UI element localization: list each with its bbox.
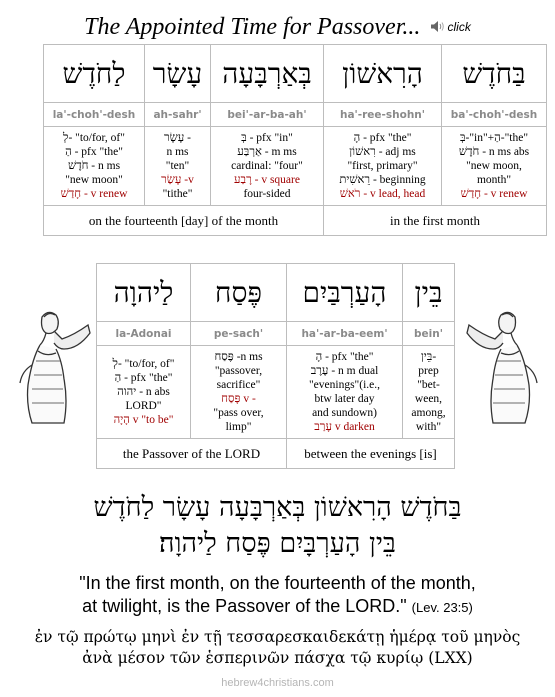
speaker-icon (431, 21, 445, 32)
grammar-line: רֵאשִׁית - beginning (339, 174, 426, 186)
translit-row (97, 322, 455, 346)
verse-english-line: "In the first month, on the fourteenth of the month, (79, 573, 476, 593)
grammar-line: חָדַשׁ - v renew (60, 188, 128, 200)
grammar-line: הַ - pfx "the" (114, 372, 173, 384)
verse-hebrew-line: בֵּין הָעַרְבָּיִם פֶּסַח לַיהוָה׃ (159, 528, 396, 559)
grammar-line: בְּ-"in"+הַ-"the" (459, 132, 529, 144)
grammar-cell (403, 346, 455, 439)
grammar-line: פֶּסַח -n ms (214, 351, 263, 363)
shofar-blower-icon (2, 305, 92, 425)
grammar-row (44, 127, 547, 206)
page-title: The Appointed Time for Passover... (84, 14, 421, 40)
grammar-line: הָ - pfx "the" (353, 132, 412, 144)
grammar-line: btw later day (314, 393, 375, 405)
transliteration: bei'-ar-ba-ah' (211, 103, 324, 127)
grammar-line: LORD" (125, 400, 162, 412)
grammar-line: חָדַשׁ - v renew (460, 188, 528, 200)
verse-greek-line: ἀνὰ μέσον τῶν ἑσπερινῶν πάσχα τῷ κυρίῳ (LXX) (82, 649, 473, 667)
transliteration: la-Adonai (97, 322, 191, 346)
grammar-line: הָ - pfx "the" (315, 351, 374, 363)
word-table-2 (96, 263, 455, 469)
audio-label: click (447, 20, 471, 34)
grammar-line: prep (418, 365, 439, 377)
grammar-line: אַרְבַּע - m ms (237, 146, 297, 158)
grammar-line: "evenings"(i.e., (308, 379, 381, 391)
grammar-line: חֹדֶשׁ - n ms (67, 160, 121, 172)
hebrew-row (44, 45, 547, 103)
grammar-cell (191, 346, 287, 439)
grammar-line: הַ - pfx "the" (65, 146, 123, 158)
grammar-line: sacrifice" (216, 379, 261, 391)
grammar-cell (324, 127, 442, 206)
verse-greek-line: ἐν τῷ πρώτῳ μηνὶ ἐν τῇ τεσσαρεσκαιδεκάτῃ ἡμέρᾳ τοῦ μηνὸς (34, 628, 521, 646)
translation-cell: on the fourteenth [day] of the month (44, 206, 324, 236)
grammar-line: with" (415, 421, 442, 433)
grammar-line: month" (476, 174, 512, 186)
grammar-line: עֶרֶב - n m dual (310, 365, 379, 377)
transliteration: ha'-ar-ba-eem' (287, 322, 403, 346)
audio-button[interactable] (431, 20, 470, 34)
grammar-cell (145, 127, 211, 206)
hebrew-word: הָרִאשׁוֹן (324, 45, 442, 103)
translation-cell: between the evenings [is] (287, 439, 455, 469)
grammar-cell (442, 127, 547, 206)
grammar-line: four-sided (243, 188, 291, 200)
grammar-line: cardinal: "four" (231, 160, 303, 172)
grammar-line: "bet- (417, 379, 440, 391)
hebrew-word: הָעַרְבַּיִם (287, 264, 403, 322)
grammar-line: חֹדֶשׁ - n ms abs (458, 146, 530, 158)
hebrew-word: לַחֹדֶשׁ (44, 45, 145, 103)
transliteration: la'-choh'-desh (44, 103, 145, 127)
verse-reference: (Lev. 23:5) (411, 600, 473, 615)
transliteration: bein' (403, 322, 455, 346)
grammar-line: "tithe" (162, 188, 193, 200)
grammar-line: "passover, (214, 365, 263, 377)
grammar-line: "pass over, (213, 407, 264, 419)
translation-row (97, 439, 455, 469)
grammar-line: "first, primary" (347, 160, 418, 172)
grammar-cell (287, 346, 403, 439)
grammar-line: ween, (414, 393, 443, 405)
title-row (0, 14, 555, 41)
grammar-line: עָשָׂר - (163, 132, 192, 144)
grammar-line: פָּסַח v - (221, 393, 256, 405)
hebrew-row (97, 264, 455, 322)
grammar-line: among, (411, 407, 446, 419)
grammar-line: "new moon" (65, 174, 123, 186)
grammar-line: בְּ - pfx "in" (241, 132, 293, 144)
verse-english-line (0, 596, 555, 617)
translit-row (44, 103, 547, 127)
grammar-cell (211, 127, 324, 206)
grammar-line: n ms (166, 146, 189, 158)
verse-hebrew-line: בַּחֹדֶשׁ הָרִאשׁוֹן בְּאַרְבָּעָה עָשָׂר לַחֹדֶשׁ (93, 492, 462, 523)
transliteration: ba'-choh'-desh (442, 103, 547, 127)
grammar-cell (97, 346, 191, 439)
hebrew-word: בְּאַרְבָּעָה (211, 45, 324, 103)
hebrew-word: בַּחֹדֶשׁ (442, 45, 547, 103)
grammar-line: יהוה - n abs (117, 386, 170, 398)
grammar-row (97, 346, 455, 439)
shofar-blower-icon (465, 305, 555, 425)
grammar-line: עָרַב v darken (314, 421, 375, 433)
hebrew-word: בֵּין (403, 264, 455, 322)
hebrew-word: עָשָׂר (145, 45, 211, 103)
hebrew-word: לַיהוָה (97, 264, 191, 322)
transliteration: ha'-ree-shohn' (324, 103, 442, 127)
grammar-line: בֵּין- (420, 351, 437, 363)
grammar-line: הָיָה v "to be" (113, 414, 174, 426)
transliteration: pe-sach' (191, 322, 287, 346)
grammar-cell (44, 127, 145, 206)
grammar-line: רֹאשׁ - v lead, head (339, 188, 426, 200)
verse-english-text: at twilight, is the Passover of the LORD." (82, 596, 407, 616)
site-footer[interactable]: hebrew4christians.com (221, 677, 334, 689)
grammar-line: רָבַע - v square (234, 174, 300, 186)
translation-row (44, 206, 547, 236)
hebrew-word: פֶּסַח (191, 264, 287, 322)
grammar-line: "ten" (165, 160, 190, 172)
grammar-line: לְ- "to/for, of" (63, 132, 125, 144)
transliteration: ah-sahr' (145, 103, 211, 127)
grammar-line: עָשַׂר -v (161, 174, 194, 186)
grammar-line: רִאשׁוֹן - adj ms (349, 146, 416, 158)
grammar-line: limp" (225, 421, 252, 433)
translation-cell: the Passover of the LORD (97, 439, 287, 469)
grammar-line: לְ- "to/for, of" (112, 358, 175, 370)
translation-cell: in the first month (324, 206, 547, 236)
grammar-line: "new moon, (466, 160, 522, 172)
word-table-1 (43, 44, 547, 236)
grammar-line: and sundown) (312, 407, 377, 419)
